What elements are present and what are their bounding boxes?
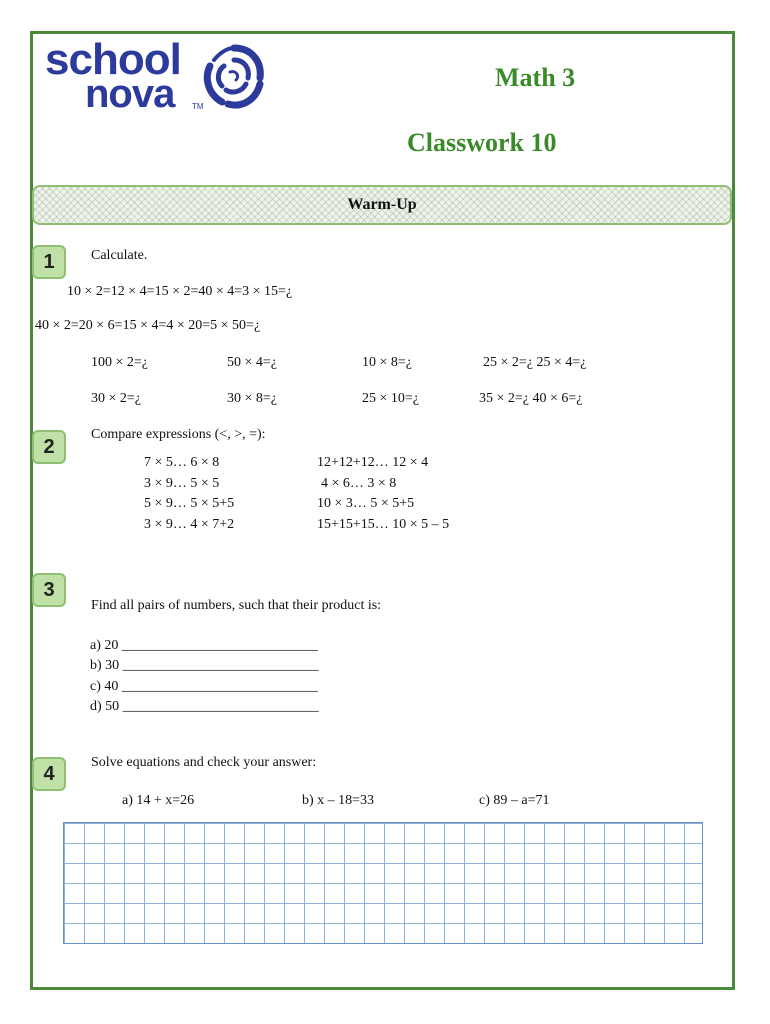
problem1-item: 10 × 8=¿ <box>362 355 413 370</box>
schoolnova-logo <box>45 35 270 116</box>
work-grid <box>63 822 703 944</box>
problem-number-badge: 1 <box>32 245 66 279</box>
problem1-item: 25 × 10=¿ <box>362 391 420 406</box>
compare-right: 10 × 3… 5 × 5+5 <box>317 496 415 511</box>
problem1-item: 30 × 8=¿ <box>227 391 278 406</box>
problem1-chain-2: 40 × 2=20 × 6=15 × 4=4 × 20=5 × 50=¿ <box>35 318 261 333</box>
classwork-title: Classwork 10 <box>407 128 557 157</box>
compare-left: 5 × 9… 5 × 5+5 <box>144 496 235 511</box>
problem-number-badge: 2 <box>32 430 66 464</box>
problem4-prompt: Solve equations and check your answer: <box>91 755 317 770</box>
product-answer-line: c) 40 ____________________________ <box>90 679 318 694</box>
equation-c: c) 89 – a=71 <box>479 793 550 808</box>
product-answer-line: a) 20 ____________________________ <box>90 638 318 653</box>
logo-trademark: TM <box>192 102 204 111</box>
equation-b: b) x – 18=33 <box>302 793 375 808</box>
problem1-item: 100 × 2=¿ <box>91 355 149 370</box>
problem-number-badge: 3 <box>32 573 66 607</box>
compare-left: 3 × 9… 4 × 7+2 <box>144 517 235 532</box>
problem1-prompt: Calculate. <box>91 248 148 263</box>
problem2-prompt: Compare expressions (<, >, =): <box>91 427 266 442</box>
problem-number-badge: 4 <box>32 757 66 791</box>
product-answer-line: b) 30 ____________________________ <box>90 658 319 673</box>
problem1-item: 25 × 2=¿ 25 × 4=¿ <box>483 355 587 370</box>
compare-left: 7 × 5… 6 × 8 <box>144 455 220 470</box>
compare-right: 12+12+12… 12 × 4 <box>317 455 429 470</box>
course-title: Math 3 <box>495 63 576 92</box>
logo-text-nova: nova <box>85 72 175 116</box>
swirl-icon <box>200 40 268 112</box>
problem3-prompt: Find all pairs of numbers, such that their product is: <box>91 598 382 613</box>
logo-text-school: school <box>45 35 181 84</box>
warm-up-banner <box>32 185 732 225</box>
compare-right: 4 × 6… 3 × 8 <box>321 476 397 491</box>
compare-right: 15+15+15… 10 × 5 – 5 <box>317 517 450 532</box>
warm-up-label: Warm-Up <box>347 196 417 213</box>
compare-left: 3 × 9… 5 × 5 <box>144 476 220 491</box>
problem1-chain-1: 10 × 2=12 × 4=15 × 2=40 × 4=3 × 15=¿ <box>67 284 293 299</box>
equation-a: a) 14 + x=26 <box>122 793 195 808</box>
problem1-item: 30 × 2=¿ <box>91 391 142 406</box>
problem1-item: 35 × 2=¿ 40 × 6=¿ <box>479 391 583 406</box>
problem1-item: 50 × 4=¿ <box>227 355 278 370</box>
product-answer-line: d) 50 ____________________________ <box>90 699 319 714</box>
